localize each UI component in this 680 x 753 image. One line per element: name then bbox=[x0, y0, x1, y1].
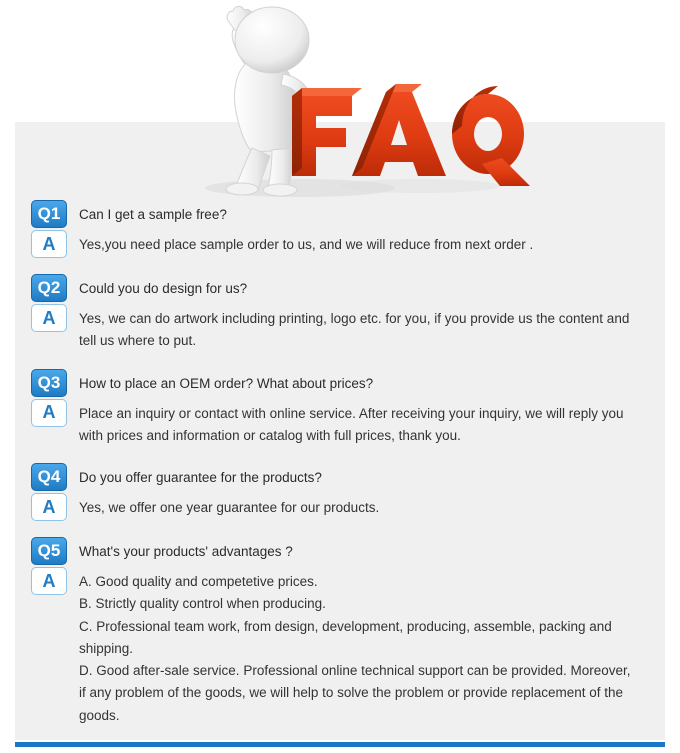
faq-question-text: Can I get a sample free? bbox=[79, 207, 227, 222]
question-badge: Q3 bbox=[31, 369, 67, 397]
faq-answer-row bbox=[15, 399, 645, 448]
faq-question-row bbox=[15, 537, 645, 565]
faq-question-row bbox=[15, 463, 645, 491]
question-badge: Q5 bbox=[31, 537, 67, 565]
answer-badge: A bbox=[31, 304, 67, 332]
faq-answer-text: Place an inquiry or contact with online service. After receiving your inquiry, we will reply you with prices and information or catalog with full prices, thank you. bbox=[79, 405, 624, 443]
question-badge: Q2 bbox=[31, 274, 67, 302]
faq-question-row bbox=[15, 369, 645, 397]
answer-badge: A bbox=[31, 399, 67, 427]
faq-answer-row bbox=[15, 304, 645, 353]
faq-answer-text bbox=[79, 567, 645, 727]
faq-question-text: What's your products' advantages ? bbox=[79, 544, 293, 560]
faq-answer-text: Yes, we can do artwork including printing, logo etc. for you, if you provide us the content and tell us where to put. bbox=[79, 311, 630, 349]
answer-badge: A bbox=[31, 567, 67, 595]
faq-item bbox=[15, 274, 665, 353]
faq-list bbox=[15, 200, 665, 743]
faq-answer-line: C. Professional team work, from design, development, producing, assemble, packing and shipping. bbox=[79, 618, 612, 656]
question-badge: Q4 bbox=[31, 463, 67, 491]
answer-badge: A bbox=[31, 493, 67, 521]
faq-question-row bbox=[15, 274, 645, 302]
answer-badge: A bbox=[31, 230, 67, 258]
faq-item bbox=[15, 200, 665, 258]
faq-answer-row bbox=[15, 493, 645, 521]
faq-answer-line: A. Good quality and competetive prices. bbox=[79, 574, 318, 590]
faq-answer-text: Yes, we offer one year guarantee for our products. bbox=[79, 500, 380, 516]
faq-item bbox=[15, 537, 665, 727]
bottom-accent-bar bbox=[15, 742, 665, 747]
faq-answer-row bbox=[15, 230, 645, 258]
faq-answer-text: Yes,you need place sample order to us, and we will reduce from next order . bbox=[79, 237, 534, 252]
faq-answer-line: D. Good after-sale service. Professional online technical support can be provided. Moreover, if any problem of the goods, we will help to solve the problem or provide replacement of the goods. bbox=[79, 663, 631, 723]
faq-question-text: How to place an OEM order? What about prices? bbox=[79, 375, 374, 391]
faq-question-row bbox=[15, 200, 645, 228]
faq-question-text: Could you do design for us? bbox=[79, 281, 248, 296]
faq-item bbox=[15, 463, 665, 521]
faq-answer-line: B. Strictly quality control when producing. bbox=[79, 596, 326, 612]
faq-item bbox=[15, 369, 665, 448]
faq-answer-row bbox=[15, 567, 645, 727]
question-badge: Q1 bbox=[31, 200, 67, 228]
faq-question-text: Do you offer guarantee for the products? bbox=[79, 470, 322, 486]
